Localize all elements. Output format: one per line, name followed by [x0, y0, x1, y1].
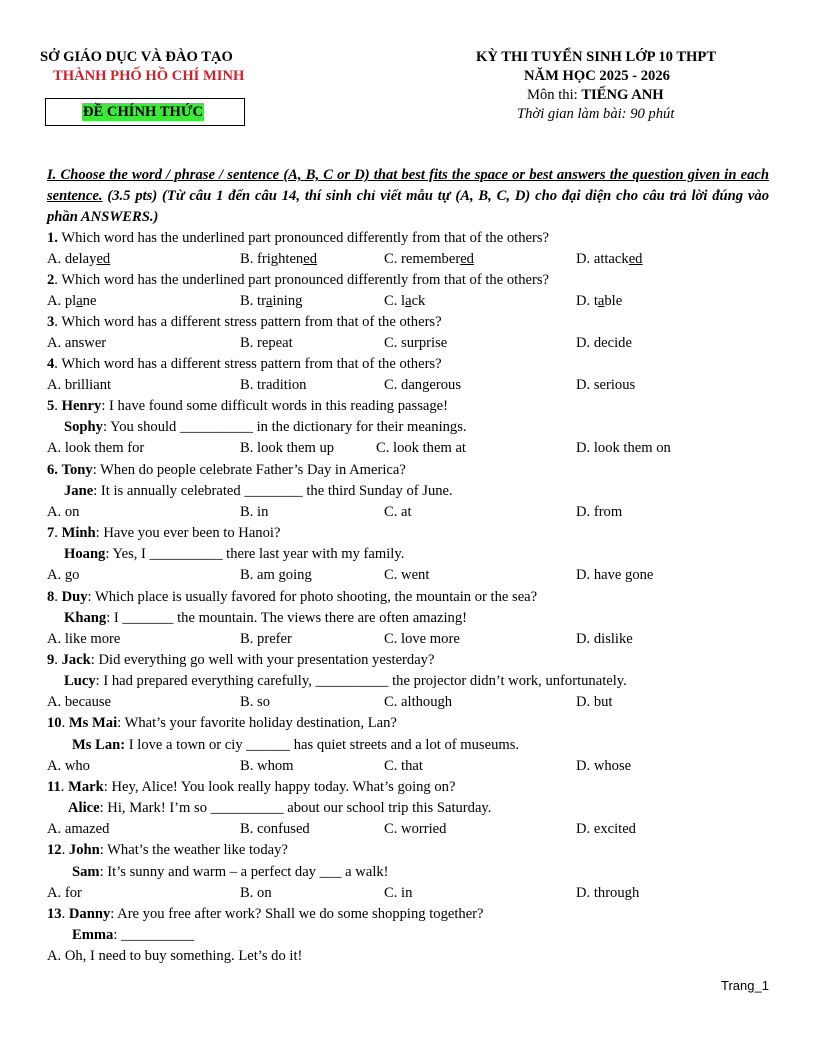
city-name: THÀNH PHỐ HỒ CHÍ MINH [53, 68, 245, 84]
q12-option-b[interactable]: B. on [240, 885, 272, 901]
question-7: 7. Minh: Have you ever been to Hanoi? [47, 525, 281, 541]
q9-option-a[interactable]: A. because [47, 694, 112, 710]
q8-option-b[interactable]: B. prefer [240, 631, 292, 647]
question-10: 10. Ms Mai: What’s your favorite holiday destination, Lan? [47, 715, 397, 731]
question-4: 4. Which word has a different stress pattern from that of the others? [47, 356, 442, 372]
question-11-reply: Alice: Hi, Mark! I’m so __________ about our school trip this Saturday. [68, 800, 492, 816]
q3-option-b[interactable]: B. repeat [240, 335, 293, 351]
q7-option-d[interactable]: D. have gone [576, 567, 654, 583]
q1-option-b[interactable]: B. frightened [240, 251, 318, 267]
q7-option-c[interactable]: C. went [384, 567, 430, 583]
department-name: SỞ GIÁO DỤC VÀ ĐÀO TẠO [40, 49, 233, 65]
q5-option-b[interactable]: B. look them up [240, 440, 335, 456]
q6-option-b[interactable]: B. in [240, 504, 269, 520]
q13-option-a[interactable]: A. Oh, I need to buy something. Let’s do it! [47, 948, 303, 964]
question-9-reply: Lucy: I had prepared everything carefully, __________ the projector didn’t work, unfortunately. [64, 673, 627, 689]
q8-option-c[interactable]: C. love more [384, 631, 460, 647]
q6-option-c[interactable]: C. at [384, 504, 412, 520]
q11-option-d[interactable]: D. excited [576, 821, 636, 837]
section-1-note: (3.5 pts) (Từ câu 1 đến câu 14, thí sinh chỉ viết mẫu tự (A, B, C, D) cho đại diện cho câu trả lời đúng vào phần ANSWERS.) [47, 188, 769, 225]
q6-option-d[interactable]: D. from [576, 504, 623, 520]
q1-option-c[interactable]: C. remembered [384, 251, 474, 267]
q3-option-a[interactable]: A. answer [47, 335, 107, 351]
official-exam-box [45, 98, 245, 126]
question-13-reply: Emma: __________ [72, 927, 195, 943]
official-exam-label: ĐỀ CHÍNH THỨC [83, 104, 204, 120]
question-1: 1. Which word has the underlined part pronounced differently from that of the others? [47, 230, 549, 246]
q12-option-d[interactable]: D. through [576, 885, 640, 901]
q11-option-a[interactable]: A. amazed [47, 821, 110, 837]
question-11: 11. Mark: Hey, Alice! You look really happy today. What’s going on? [47, 779, 456, 795]
question-12: 12. John: What’s the weather like today? [47, 842, 288, 858]
q4-option-a[interactable]: A. brilliant [47, 377, 112, 393]
question-8: 8. Duy: Which place is usually favored for photo shooting, the mountain or the sea? [47, 589, 538, 605]
school-year: NĂM HỌC 2025 - 2026 [524, 68, 670, 84]
q4-option-d[interactable]: D. serious [576, 377, 636, 393]
q11-option-c[interactable]: C. worried [384, 821, 447, 837]
q8-option-d[interactable]: D. dislike [576, 631, 633, 647]
question-8-reply: Khang: I _______ the mountain. The views there are often amazing! [64, 610, 467, 626]
question-12-reply: Sam: It’s sunny and warm – a perfect day ___ a walk! [72, 864, 389, 880]
question-13: 13. Danny: Are you free after work? Shall we do some shopping together? [47, 906, 484, 922]
q9-option-d[interactable]: D. but [576, 694, 613, 710]
q7-option-a[interactable]: A. go [47, 567, 80, 583]
q5-option-c[interactable]: C. look them at [376, 440, 466, 456]
q12-option-a[interactable]: A. for [47, 885, 82, 901]
question-9: 9. Jack: Did everything go well with your presentation yesterday? [47, 652, 435, 668]
question-3: 3. Which word has a different stress pattern from that of the others? [47, 314, 442, 330]
question-6: 6. Tony: When do people celebrate Father’s Day in America? [47, 462, 406, 478]
subject-name: TIẾNG ANH [581, 87, 664, 103]
question-5: 5. Henry: I have found some difficult words in this reading passage! [47, 398, 448, 414]
q10-option-a[interactable]: A. who [47, 758, 90, 774]
section-1-title: I. Choose the word / phrase / sentence (A, B, C or D) that best fits the space or best answers the question given in each sentence. [47, 167, 769, 204]
q12-option-c[interactable]: C. in [384, 885, 413, 901]
q8-option-a[interactable]: A. like more [47, 631, 121, 647]
q5-option-a[interactable]: A. look them for [47, 440, 145, 456]
q5-option-d[interactable]: D. look them on [576, 440, 671, 456]
q2-option-b[interactable]: B. training [240, 293, 303, 309]
page-number: Trang_1 [721, 978, 769, 993]
q2-option-c[interactable]: C. lack [384, 293, 426, 309]
subject-label: Môn thi: [527, 87, 582, 103]
question-6-reply: Jane: It is annually celebrated ________ the third Sunday of June. [64, 483, 453, 499]
q10-option-b[interactable]: B. whom [240, 758, 294, 774]
q6-option-a[interactable]: A. on [47, 504, 80, 520]
q10-option-c[interactable]: C. that [384, 758, 423, 774]
q1-option-a[interactable]: A. delayed [47, 251, 111, 267]
question-7-reply: Hoang: Yes, I __________ there last year with my family. [64, 546, 405, 562]
q2-option-a[interactable]: A. plane [47, 293, 97, 309]
question-5-reply: Sophy: You should __________ in the dictionary for their meanings. [64, 419, 467, 435]
q10-option-d[interactable]: D. whose [576, 758, 632, 774]
q11-option-b[interactable]: B. confused [240, 821, 310, 837]
q4-option-b[interactable]: B. tradition [240, 377, 307, 393]
q4-option-c[interactable]: C. dangerous [384, 377, 462, 393]
question-10-reply: Ms Lan: I love a town or ciy ______ has quiet streets and a lot of museums. [72, 737, 520, 753]
subject-line [527, 87, 664, 104]
section-1-instruction [47, 165, 769, 228]
exam-duration: Thời gian làm bài: 90 phút [517, 106, 675, 122]
q3-option-d[interactable]: D. decide [576, 335, 632, 351]
q1-option-d[interactable]: D. attacked [576, 251, 643, 267]
question-2: 2. Which word has the underlined part pronounced differently from that of the others? [47, 272, 549, 288]
q9-option-c[interactable]: C. although [384, 694, 453, 710]
q3-option-c[interactable]: C. surprise [384, 335, 448, 351]
q7-option-b[interactable]: B. am going [240, 567, 312, 583]
q2-option-d[interactable]: D. table [576, 293, 623, 309]
q9-option-b[interactable]: B. so [240, 694, 271, 710]
exam-title: KỲ THI TUYỂN SINH LỚP 10 THPT [476, 49, 717, 65]
